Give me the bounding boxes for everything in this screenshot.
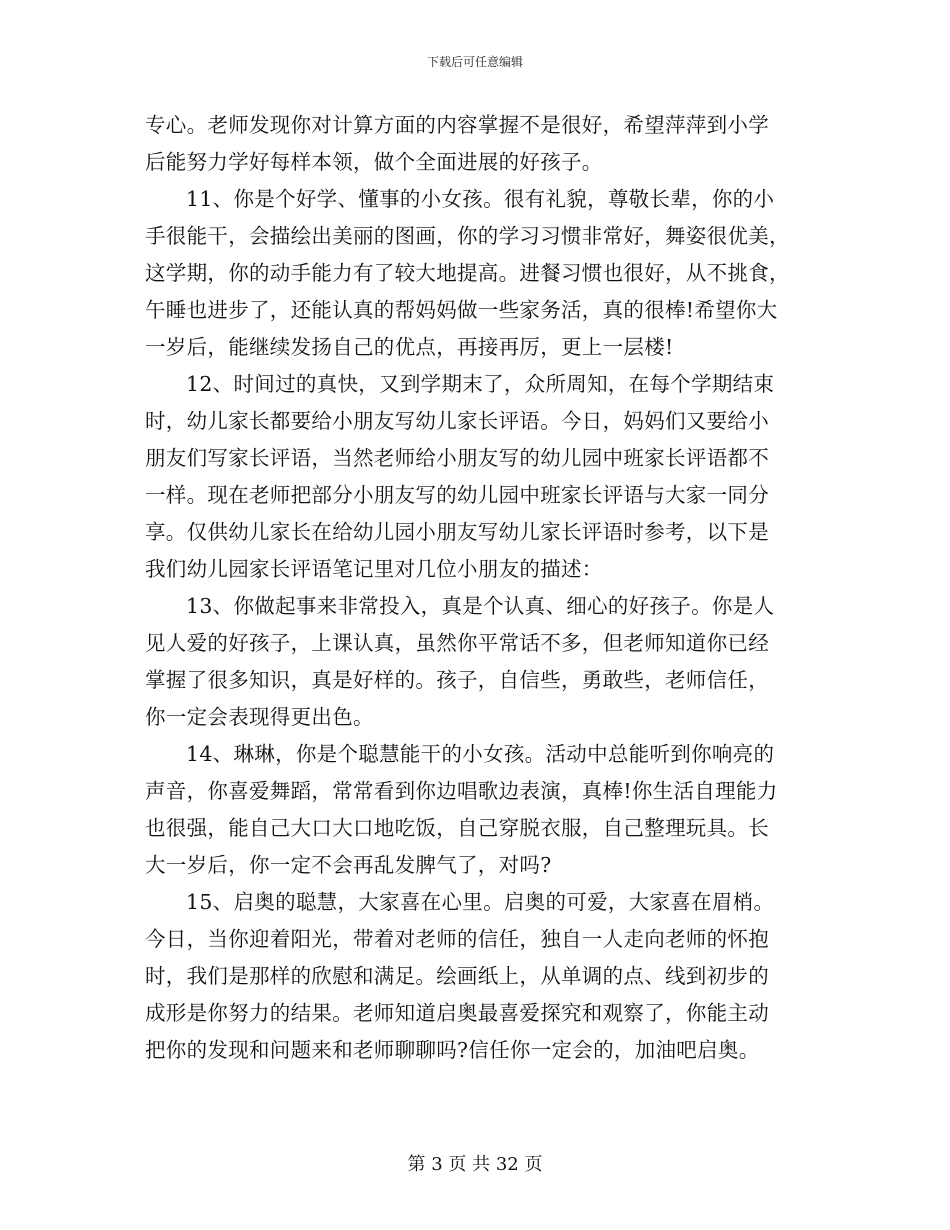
paragraph-6	[145, 884, 810, 1069]
text-line: 声音，你喜爱舞蹈，常常看到你边唱歌边表演，真棒!你生活自理能力	[145, 779, 778, 803]
text-line: 成形是你努力的结果。老师知道启奥最喜爱探究和观察了，你能主动	[145, 1001, 769, 1025]
text-line: 也很强，能自己大口大口地吃饭，自己穿脱衣服，自己整理玩具。长	[145, 816, 769, 840]
text-line: 一样。现在老师把部分小朋友写的幼儿园中班家长评语与大家一同分	[145, 483, 769, 507]
text-line: 专心。老师发现你对计算方面的内容掌握不是很好，希望萍萍到小学	[145, 113, 769, 137]
text-line: 时，幼儿家长都要给小朋友写幼儿家长评语。今日，妈妈们又要给小	[145, 409, 769, 433]
text-line: 13、你做起事来非常投入，真是个认真、细心的好孩子。你是人	[186, 594, 775, 618]
text-line: 后能努力学好每样本领，做个全面进展的好孩子。	[145, 150, 603, 174]
paragraph-4	[145, 588, 810, 736]
text-line: 12、时间过的真快，又到学期末了，众所周知，在每个学期结束	[186, 372, 775, 396]
page-header: 下载后可任意编辑	[426, 55, 523, 69]
text-line: 这学期，你的动手能力有了较大地提高。进餐习惯也很好，从不挑食，	[145, 261, 790, 285]
text-line: 午睡也进步了，还能认真的帮妈妈做一些家务活，真的很棒!希望你大	[145, 298, 778, 322]
text-line: 朋友们写家长评语，当然老师给小朋友写的幼儿园中班家长评语都不	[145, 446, 769, 470]
document-body	[145, 107, 810, 1069]
text-line: 见人爱的好孩子，上课认真，虽然你平常话不多，但老师知道你已经	[145, 631, 769, 655]
paragraph-2	[145, 181, 810, 366]
text-line: 时，我们是那样的欣慰和满足。绘画纸上，从单调的点、线到初步的	[145, 964, 769, 988]
text-line: 15、启奥的聪慧，大家喜在心里。启奥的可爱，大家喜在眉梢。	[186, 890, 775, 914]
text-line: 今日，当你迎着阳光，带着对老师的信任，独自一人走向老师的怀抱	[145, 927, 769, 951]
text-line: 11、你是个好学、懂事的小女孩。很有礼貌，尊敬长辈，你的小	[186, 187, 775, 211]
text-line: 享。仅供幼儿家长在给幼儿园小朋友写幼儿家长评语时参考，以下是	[145, 520, 769, 544]
text-line: 把你的发现和问题来和老师聊聊吗?信任你一定会的，加油吧启奥。	[145, 1038, 760, 1062]
text-line: 掌握了很多知识，真是好样的。孩子，自信些，勇敢些，老师信任，	[145, 668, 769, 692]
paragraph-5	[145, 736, 810, 884]
text-line: 一岁后，能继续发扬自己的优点，再接再厉，更上一层楼!	[145, 335, 674, 359]
paragraph-1	[145, 107, 810, 181]
text-line: 你一定会表现得更出色。	[145, 705, 374, 729]
text-line: 手很能干，会描绘出美丽的图画，你的学习习惯非常好，舞姿很优美，	[145, 224, 790, 248]
text-line: 我们幼儿园家长评语笔记里对几位小朋友的描述：	[145, 557, 603, 581]
text-line: 14、琳琳，你是个聪慧能干的小女孩。活动中总能听到你响亮的	[186, 742, 775, 766]
text-line: 大一岁后，你一定不会再乱发脾气了，对吗?	[145, 853, 552, 877]
paragraph-3	[145, 366, 810, 588]
page-number-footer: 第 3 页 共 32 页	[407, 1154, 543, 1175]
